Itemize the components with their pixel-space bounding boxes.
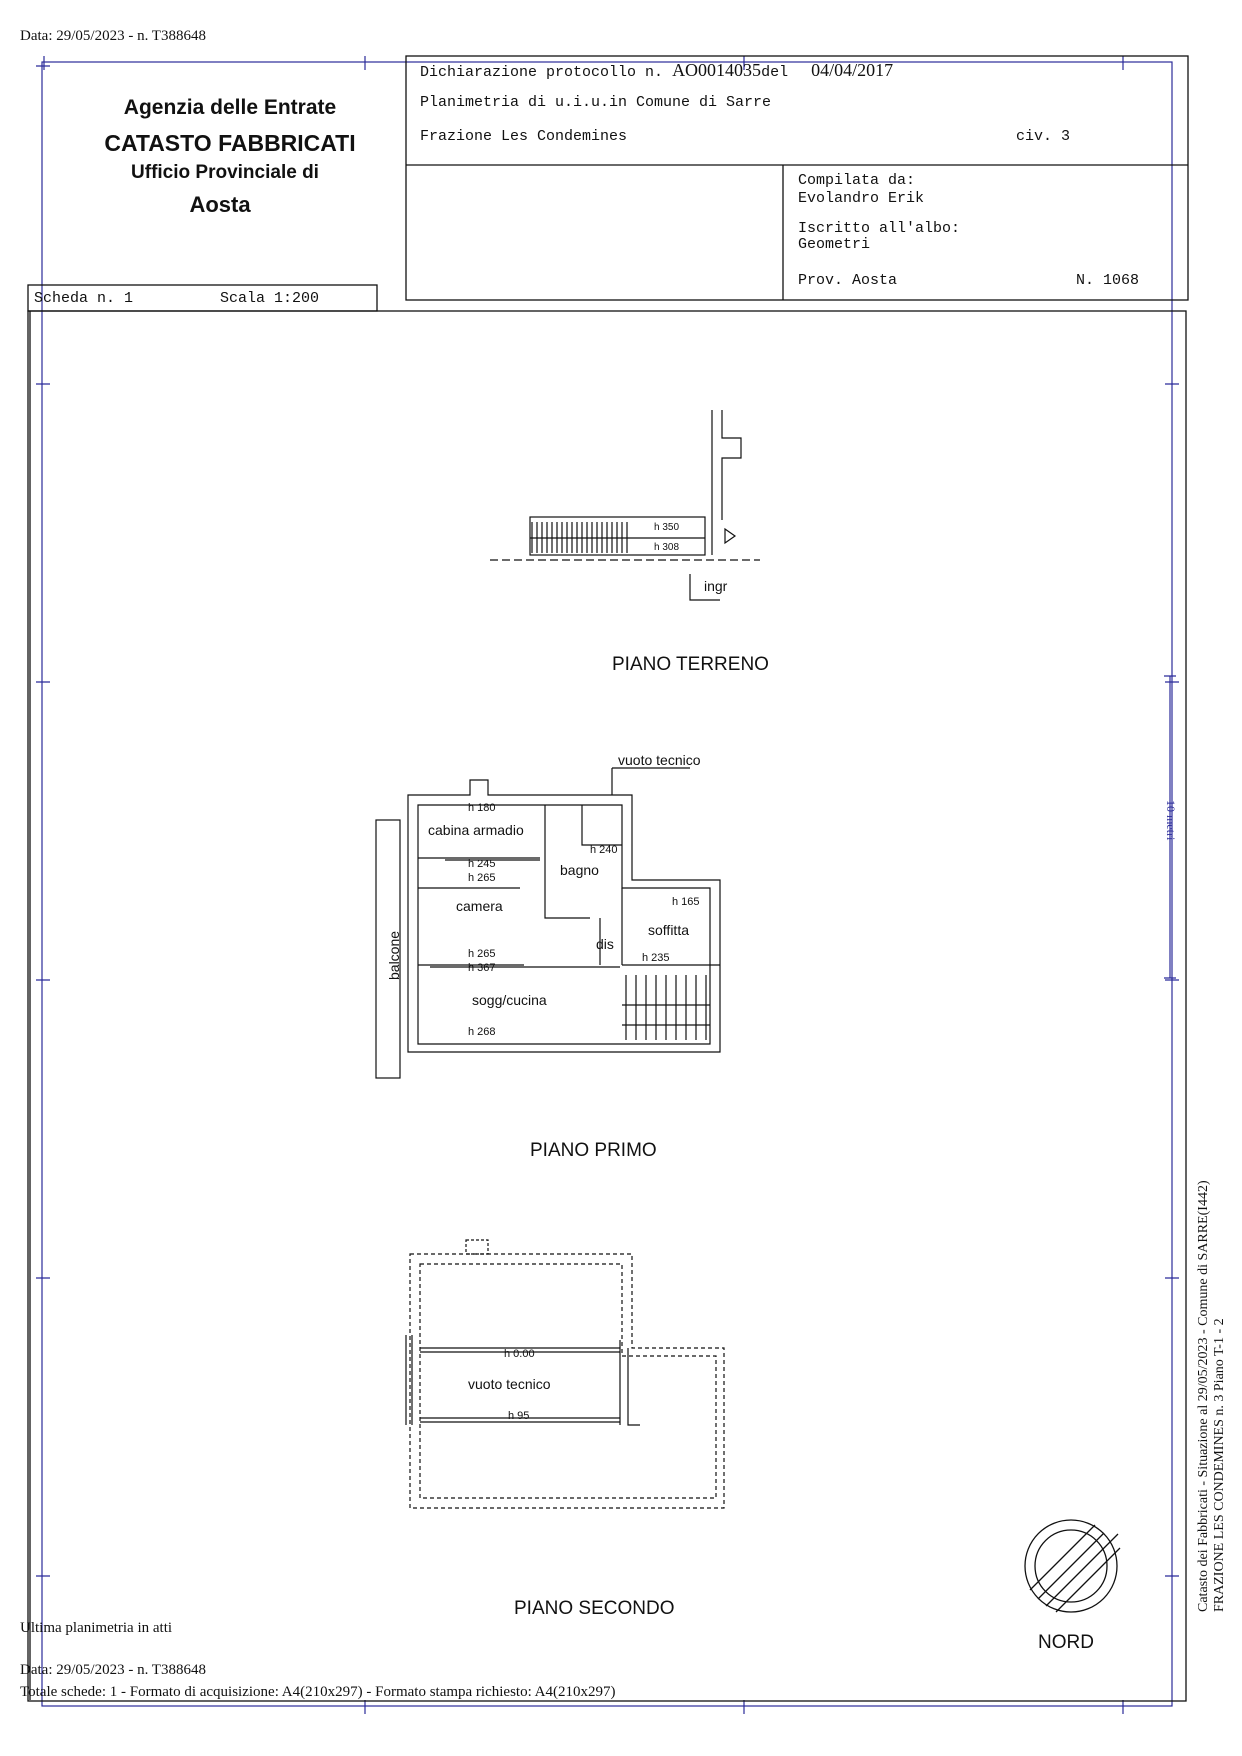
registry-value: Geometri xyxy=(798,236,871,253)
agency-dept: CATASTO FABBRICATI xyxy=(104,130,356,156)
scale-bar-label: 10 metri xyxy=(1164,800,1178,841)
agency-office: Ufficio Provinciale di xyxy=(131,162,319,183)
north-label: NORD xyxy=(1038,1632,1094,1653)
first-h180: h 180 xyxy=(468,802,496,814)
plan-line: Planimetria di u.i.u.in Comune di Sarre xyxy=(420,94,772,111)
room-cabina: cabina armadio xyxy=(428,822,524,838)
second-h95: h 95 xyxy=(508,1410,530,1422)
declaration-del: del xyxy=(761,64,789,81)
second-vuoto-label: vuoto tecnico xyxy=(468,1376,551,1392)
first-h165: h 165 xyxy=(672,896,700,908)
registry-label: Iscritto all'albo: xyxy=(798,220,961,237)
declaration-number: AO0014035 xyxy=(672,60,762,80)
room-bagno: bagno xyxy=(560,862,599,878)
address-line: Frazione Les Condemines xyxy=(420,128,628,145)
footer-last-plan: Ultima planimetria in atti xyxy=(20,1620,173,1636)
entrance-label: ingr xyxy=(704,578,728,594)
declaration-date: 04/04/2017 xyxy=(811,60,894,80)
title-boxes xyxy=(28,56,1188,1701)
first-h268: h 268 xyxy=(468,1026,496,1038)
side-note-line-2: FRAZIONE LES CONDEMINES n. 3 Piano T-1 - 2 xyxy=(1212,1318,1227,1612)
scheda-number: Scheda n. 1 xyxy=(34,290,134,307)
second-floor-title: PIANO SECONDO xyxy=(514,1598,675,1619)
compiler-label: Compilata da: xyxy=(798,172,916,189)
first-h235: h 235 xyxy=(642,952,670,964)
ground-floor-plan xyxy=(490,410,760,600)
compiler-number: N. 1068 xyxy=(1076,272,1140,289)
room-soffitta: soffitta xyxy=(648,922,689,938)
room-dis: dis xyxy=(596,936,614,952)
civic-number: civ. 3 xyxy=(1016,128,1071,145)
declaration-label: Dichiarazione protocollo n. xyxy=(420,64,664,81)
first-h367: h 367 xyxy=(468,962,496,974)
agency-city: Aosta xyxy=(189,192,251,217)
second-floor-plan xyxy=(406,1240,724,1508)
ground-height-1: h 350 xyxy=(654,522,680,533)
first-floor-title: PIANO PRIMO xyxy=(530,1140,657,1161)
compiler-name: Evolandro Erik xyxy=(798,190,925,207)
print-header: Data: 29/05/2023 - n. T388648 xyxy=(20,28,206,44)
north-compass-icon xyxy=(1025,1520,1120,1612)
declaration-line xyxy=(420,60,893,81)
room-balcone: balcone xyxy=(386,930,402,980)
second-h000: h 0.00 xyxy=(504,1348,535,1360)
agency-name: Agenzia delle Entrate xyxy=(123,96,337,119)
compiler-province: Prov. Aosta xyxy=(798,272,898,289)
ground-floor-title: PIANO TERRENO xyxy=(612,654,769,675)
scale: Scala 1:200 xyxy=(220,290,320,307)
room-sogg-cucina: sogg/cucina xyxy=(472,992,547,1008)
first-h265a: h 265 xyxy=(468,872,496,884)
first-vuoto-label: vuoto tecnico xyxy=(618,752,701,768)
footer-totals: Totale schede: 1 - Formato di acquisizione: A4(210x297) - Formato stampa richiesto: A4(210x297) xyxy=(20,1684,616,1700)
first-h245: h 245 xyxy=(468,858,496,870)
first-h240: h 240 xyxy=(590,844,618,856)
side-note-line-1: Catasto dei Fabbricati - Situazione al 29/05/2023 - Comune di SARRE(I442) xyxy=(1196,1180,1211,1612)
ground-height-2: h 308 xyxy=(654,542,680,553)
footer-date: Data: 29/05/2023 - n. T388648 xyxy=(20,1662,206,1678)
first-h265b: h 265 xyxy=(468,948,496,960)
room-camera: camera xyxy=(456,898,503,914)
blue-frame xyxy=(36,56,1179,1714)
